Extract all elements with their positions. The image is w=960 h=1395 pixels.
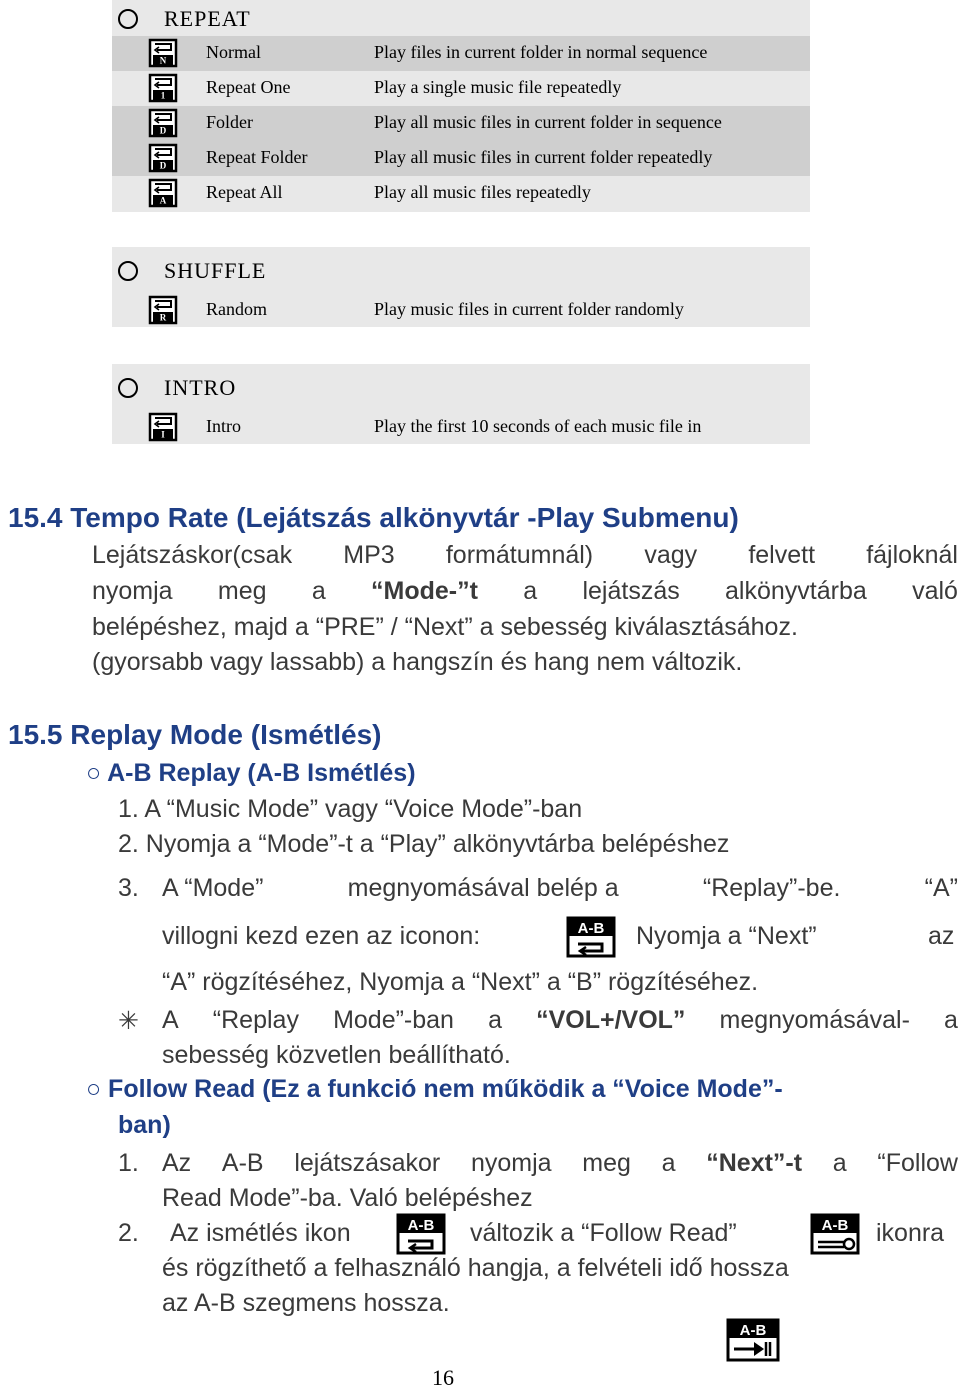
mode-name: Normal — [206, 42, 261, 62]
fr-step-1-line-1: Az A-B lejátszásakor nyomja meg a “Next”-t a “Follow — [162, 1149, 958, 1177]
svg-text:1: 1 — [160, 90, 166, 101]
ab-step-2: 2. Nyomja a “Mode”-t a “Play” alkönyvtárba belépéshez — [118, 830, 730, 858]
svg-text:N: N — [159, 55, 167, 66]
mode-icon — [148, 412, 178, 442]
mode-icon — [148, 143, 178, 173]
fr-step-2-line-3: az A-B szegmens hossza. — [162, 1289, 450, 1317]
svg-text:A: A — [159, 195, 167, 206]
section-15-5-heading: 15.5 Replay Mode (Ismétlés) — [8, 719, 382, 750]
ab-step-3-line-2-mid: Nyomja a “Next” — [636, 922, 817, 950]
mode-description: Play files in current folder in normal sequence — [374, 42, 708, 62]
ab-repeat-icon — [566, 916, 616, 958]
ab-step-3-num: 3. — [118, 874, 139, 902]
mode-row — [112, 141, 810, 176]
mode-row — [112, 176, 810, 211]
mode-row — [112, 106, 810, 141]
mode-name: Repeat One — [206, 77, 291, 97]
svg-text:D: D — [159, 160, 167, 171]
mode-description: Play all music files in current folder in sequence — [374, 112, 722, 132]
mode-icon — [148, 108, 178, 138]
s154-line-3: belépéshez, majd a “PRE” / “Next” a sebesség kiválasztásához. — [92, 613, 798, 641]
mode-icon — [148, 295, 178, 325]
ab-step-3-line-2-end: az — [928, 922, 955, 950]
repeat-heading: REPEAT — [118, 6, 251, 32]
ab-repeat-icon — [396, 1213, 446, 1255]
svg-text:A-B: A-B — [821, 1217, 849, 1234]
follow-read-title-cont: ban) — [118, 1111, 171, 1139]
follow-read-title: ○ Follow Read (Ez a funkció nem működik a “Voice Mode”- — [86, 1075, 783, 1103]
svg-text:A-B: A-B — [739, 1322, 767, 1339]
mode-name: Folder — [206, 112, 253, 132]
mode-icon — [148, 178, 178, 208]
svg-text:A-B: A-B — [577, 920, 605, 937]
svg-text:A-B: A-B — [407, 1217, 435, 1234]
mode-description: Play music files in current folder randomly — [374, 299, 684, 319]
radio-circle-icon — [118, 9, 138, 29]
radio-circle-icon — [118, 261, 138, 281]
ab-step-3-line-1: A “Mode” megnyomásával belép a “Replay”-be. “A” — [162, 874, 958, 902]
mode-icon — [148, 73, 178, 103]
mode-row — [112, 293, 810, 328]
fr-step-2-mid: változik a “Follow Read” — [470, 1219, 737, 1247]
mode-description: Play the first 10 seconds of each music file in — [374, 416, 702, 436]
mode-icon — [148, 38, 178, 68]
ab-step-3-line-3: “A” rögzítéséhez, Nyomja a “Next” a “B” rögzítéséhez. — [162, 968, 759, 996]
svg-text:D: D — [159, 125, 167, 136]
mode-name: Intro — [206, 416, 241, 436]
section-15-4-heading: 15.4 Tempo Rate (Lejátszás alkönyvtár -Play Submenu) — [8, 502, 739, 533]
radio-circle-icon — [118, 378, 138, 398]
mode-row — [112, 71, 810, 106]
note-line-1: A “Replay Mode”-ban a “VOL+/VOL” megnyomásával- a — [162, 1006, 958, 1034]
fr-step-2-line-2: és rögzíthető a felhasználó hangja, a felvételi idő hossza — [162, 1254, 789, 1282]
shuffle-heading: SHUFFLE — [118, 258, 266, 284]
mode-name: Repeat All — [206, 182, 283, 202]
fr-step-1-num: 1. — [118, 1149, 139, 1177]
mode-description: Play a single music file repeatedly — [374, 77, 622, 97]
mode-name: Repeat Folder — [206, 147, 308, 167]
mode-name: Random — [206, 299, 267, 319]
fr-step-2-num: 2. — [118, 1219, 139, 1247]
ab-step-3-line-2-pre: villogni kezd ezen az iconon: — [162, 922, 481, 950]
ab-step-1: 1. A “Music Mode” vagy “Voice Mode”-ban — [118, 795, 583, 823]
ab-replay-title: ○ A-B Replay (A-B Ismétlés) — [86, 759, 416, 787]
fr-step-2-pre: Az ismétlés ikon — [170, 1219, 351, 1247]
mode-row — [112, 410, 810, 445]
s154-line-4: (gyorsabb vagy lassabb) a hangszín és hang nem változik. — [92, 648, 743, 676]
svg-text:I: I — [161, 429, 165, 440]
fr-step-1-line-2: Read Mode”-ba. Való belépéshez — [162, 1184, 533, 1212]
s154-line-2: nyomja meg a “Mode-”t a lejátszás alkönyvtárba való — [92, 577, 958, 605]
mode-description: Play all music files in current folder repeatedly — [374, 147, 713, 167]
mode-row — [112, 36, 810, 71]
svg-text:R: R — [159, 312, 167, 323]
fr-step-2-end: ikonra — [876, 1219, 945, 1247]
intro-heading: INTRO — [118, 375, 236, 401]
follow-read-icon — [810, 1213, 860, 1255]
page-number: 16 — [432, 1365, 454, 1390]
follow-play-icon — [726, 1318, 780, 1362]
note-line-2: sebesség közvetlen beállítható. — [162, 1041, 511, 1069]
mode-description: Play all music files repeatedly — [374, 182, 591, 202]
s154-line-1: Lejátszáskor(csak MP3 formátumnál) vagy felvett fájloknál — [92, 541, 958, 569]
note-star-icon: ✳ — [118, 1007, 139, 1035]
